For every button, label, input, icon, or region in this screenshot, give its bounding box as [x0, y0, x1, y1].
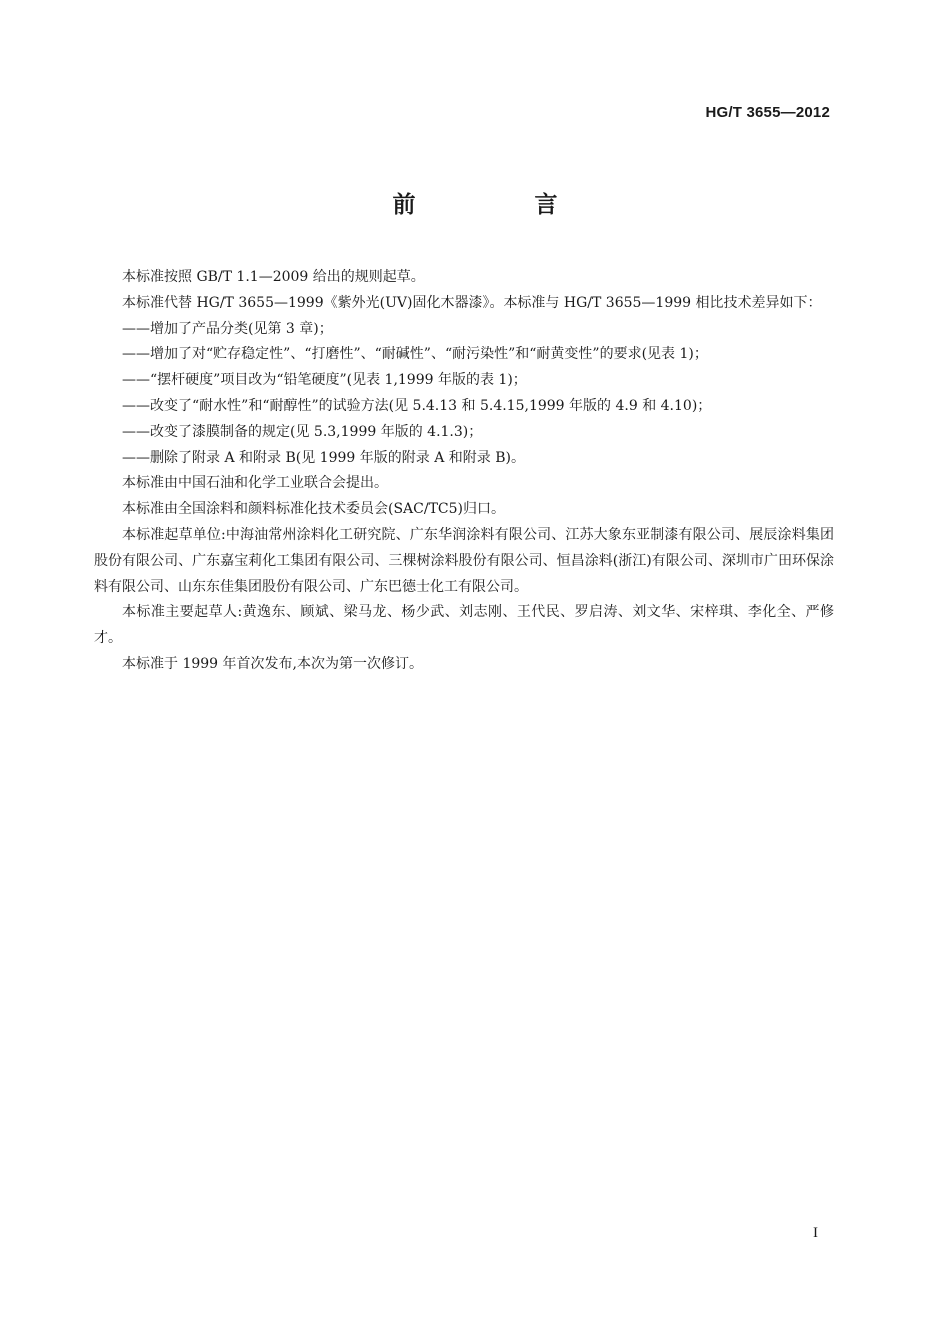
paragraph-proposer: 本标准由中国石油和化学工业联合会提出。: [122, 475, 388, 492]
paragraph-centralized-by: 本标准由全国涂料和颜料标准化技术委员会(SAC/TC5)归口。: [122, 501, 506, 518]
list-item: ——改变了漆膜制备的规定(见 5.3,1999 年版的 4.1.3)；: [122, 423, 483, 440]
paragraph-publication-history: 本标准于 1999 年首次发布,本次为第一次修订。: [122, 655, 423, 672]
list-item: ——增加了对“贮存稳定性”、“打磨性”、“耐碱性”、“耐污染性”和“耐黄变性”的要求(见表 1)；: [122, 346, 708, 363]
paragraph-drafting-rules: 本标准按照 GB/T 1.1—2009 给出的规则起草。: [122, 269, 425, 285]
paragraph-replacement: 本标准代替 HG/T 3655—1999《紫外光(UV)固化木器漆》。本标准与 HG/T 3655—1999 相比技术差异如下：: [122, 294, 822, 311]
list-item: ——改变了“耐水性”和“耐醇性”的试验方法(见 5.4.13 和 5.4.15,1999 年版的 4.9 和 4.10)；: [122, 397, 712, 414]
list-item: ——删除了附录 A 和附录 B(见 1999 年版的附录 A 和附录 B)。: [122, 449, 525, 466]
page-number: I: [813, 1225, 818, 1241]
paragraph-drafters: 本标准主要起草人:黄逸东、顾斌、梁马龙、杨少武、刘志刚、王代民、罗启涛、刘文华、宋梓琪、李化全、严修才。: [94, 604, 834, 647]
list-item: ——增加了产品分类(见第 3 章)；: [122, 320, 333, 337]
paragraph-drafting-organizations: 本标准起草单位:中海油常州涂料化工研究院、广东华润涂料有限公司、江苏大象东亚制漆有限公司、展辰涂料集团股份有限公司、广东嘉宝莉化工集团有限公司、三棵树涂料股份有限公司、恒昌涂料(浙江)有限公司、深圳市广田环保涂料有限公司、山东东佳集团股份有限公司、广东巴德士化工有限公司。: [94, 526, 834, 595]
foreword-body: [94, 265, 834, 678]
page-title: 前 言: [392, 192, 606, 218]
document-code: HG/T 3655—2012: [705, 104, 830, 121]
list-item: ——“摆杆硬度”项目改为“铅笔硬度”(见表 1,1999 年版的表 1)；: [122, 372, 527, 389]
